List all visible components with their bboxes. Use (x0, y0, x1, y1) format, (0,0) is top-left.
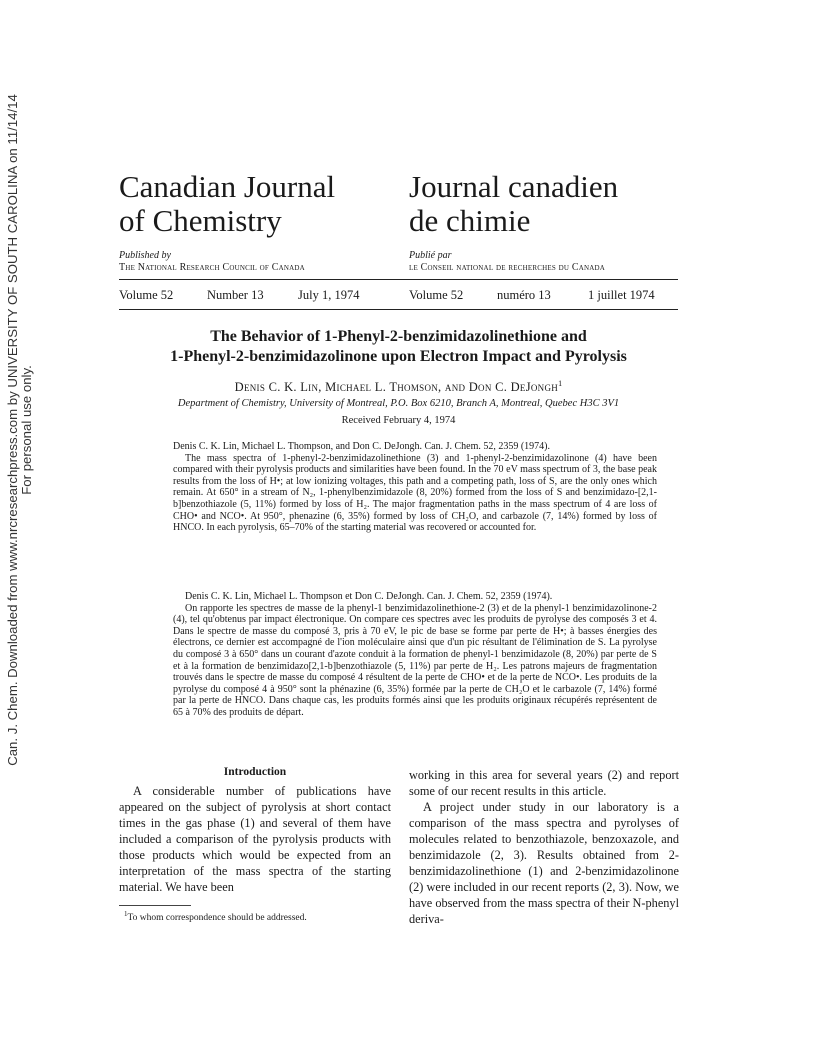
personal-use-line: For personal use only. (19, 365, 34, 495)
masthead-english (119, 170, 335, 238)
abstract-en-body: The mass spectra of 1-phenyl-2-benzimidazolinethione (3) and 1-phenyl-2-benzimidazolinone (4) have been compared with their pyrolysis products and similarities have been found. In the 70 eV mass spectrum of 3, the base peak results from the loss of H•; at low ionizing voltages, this path and a competing path, loss of S, are the only ones which remain. At 650° in a stream of N₂, 1-phenylbenzimidazole (8, 20%) formed from the loss of S and benzimidazo-[2,1-b]benzothiazole (5, 11%) formed by loss of H₂. The major fragmentation paths in the mass spectrum of 4 are loss of CHO• and NCO•. At 950°, phenazine (6, 35%) formed by loss of CH₂O, and carbazole (7, 14%) formed by loss of HNCO. In each pyrolysis, 65–70% of the starting material was recovered or accounted for. (173, 452, 657, 534)
author-list (119, 379, 678, 395)
journal-title-fr-line2: de chimie (409, 203, 531, 238)
abstract-french (173, 591, 657, 719)
masthead-french (409, 170, 618, 238)
received-date: Received February 4, 1974 (341, 415, 456, 426)
intro-paragraph-3: A project under study in our laboratory is a comparison of the mass spectra and pyrolyses of molecules related to benzothiazole, benzoxazole, and benzimidazole (2, 3). Results obtained from 2-benzimidazolinethione (1) and 2-benzimidazolinone (2) were included in our recent reports (2, 3). Now, we have observed from the mass spectra of their N-phenyl deriva- (409, 800, 679, 926)
date-en: July 1, 1974 (298, 288, 360, 302)
published-by-label-fr: Publié par (409, 250, 452, 261)
intro-paragraph-2: working in this area for several years (2) and report some of our recent results in this article. (409, 768, 679, 798)
footnote (124, 910, 307, 923)
abstract-fr-body: On rapporte les spectres de masse de la phenyl-1 benzimidazolinethione-2 (3) et de la phenyl-1 benzimidazolinone-2 (4), tel qu'obtenus par impact électronique. On compare ces spectres avec les produits de pyrolyse des composés 3 et 4. Dans le spectre de masse du composé 3, pris à 70 eV, le pic de base se forme par perte de H•; à basses énergies des électrons, ce dernier est accompagné de l'ion moléculaire ainsi que d'un pic résultant de l'élimination de S. La pyrolyse du composé 3 à 650° dans un courant d'azote conduit à la formation de phenyl-1 benzimidazole (8, 20%) par perte de S et à la formation de benzimidazo[2,1-b]benzothiazole (5, 11%) par perte de H₂. Les patrons majeurs de fragmentation trouvés dans le spectre de masse du composé 4 résultent de la perte de CHO• et de la perte de NCO•. Les produits de la pyrolyse du composé 4 à 950° sont la phénazine (6, 35%) formée par la perte de CH₂O et le carbazole (7, 14%) formé par la perte de HNCO. Dans chaque cas, les produits formés ainsi que les produits originaux récupérés représentent de 65 à 70% des produits de départ. (173, 602, 657, 718)
journal-title-en-line1: Canadian Journal (119, 169, 336, 204)
download-watermark (0, 0, 40, 1056)
publisher-name-en: The National Research Council of Canada (119, 262, 305, 273)
author-footnote-mark: 1 (558, 379, 563, 388)
intro-column-left (119, 783, 391, 895)
article-title-line1: The Behavior of 1-Phenyl-2-benzimidazolinethione and (210, 328, 587, 345)
footnote-rule (119, 905, 191, 906)
journal-title-en-line2: of Chemistry (119, 203, 282, 238)
article-title-line2: 1-Phenyl-2-benzimidazolinone upon Electron Impact and Pyrolysis (170, 348, 627, 365)
publisher-name-fr: le Conseil national de recherches du Canada (409, 262, 605, 273)
introduction-heading: Introduction (223, 766, 287, 778)
journal-title-fr-line1: Journal canadien (409, 169, 619, 204)
download-line: Can. J. Chem. Downloaded from www.nrcresearchpress.com by UNIVERSITY OF SOUTH CAROLINA on 11/14/14 (5, 94, 20, 766)
article-title (119, 327, 678, 367)
date-fr: 1 juillet 1974 (588, 288, 655, 302)
abstract-en-citation: Denis C. K. Lin, Michael L. Thompson, and Don C. DeJongh. Can. J. Chem. 52, 2359 (1974). (173, 441, 551, 452)
publisher-french (409, 250, 605, 274)
volume-en: Volume 52 (119, 288, 174, 302)
abstract-fr-citation: Denis C. K. Lin, Michael L. Thompson et Don C. DeJongh. Can. J. Chem. 52, 2359 (1974). (185, 591, 553, 602)
abstract-english (173, 441, 657, 534)
authors-text: Denis C. K. Lin, Michael L. Thomson, and Don C. DeJongh (234, 380, 559, 395)
volume-line (0, 288, 816, 304)
published-by-label-en: Published by (119, 250, 171, 261)
affiliation: Department of Chemistry, University of Montreal, P.O. Box 6210, Branch A, Montreal, Quebec H3C 3V1 (177, 398, 620, 409)
footnote-mark: 1 (124, 910, 128, 918)
intro-column-right (409, 767, 679, 927)
publisher-english (119, 250, 305, 274)
intro-paragraph-1: A considerable number of publications have appeared on the subject of pyrolysis at short contact times in the gas phase (1) and several of them have included a comparison of the pyrolysis products with those products which would be expected from an interpretation of the mass spectra of the starting material. We have been (119, 784, 391, 894)
masthead-rule-bottom (119, 309, 678, 310)
number-fr: numéro 13 (497, 288, 551, 302)
volume-fr: Volume 52 (409, 288, 464, 302)
footnote-text: To whom correspondence should be addressed. (127, 913, 307, 924)
number-en: Number 13 (207, 288, 264, 302)
download-notice (6, 94, 34, 766)
masthead-rule-top (119, 279, 678, 280)
